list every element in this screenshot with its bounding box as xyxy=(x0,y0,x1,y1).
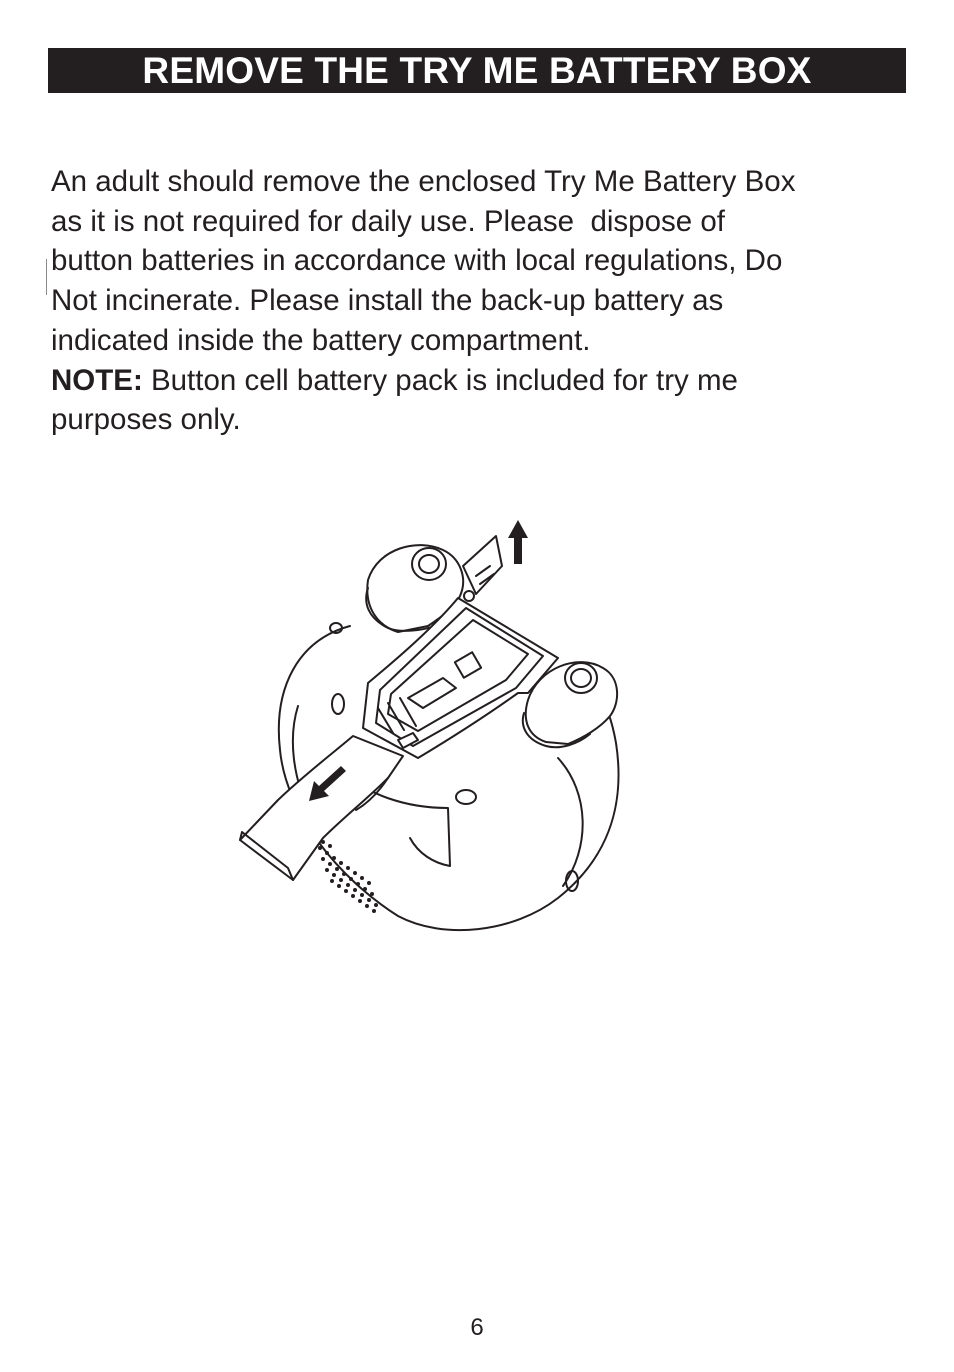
section-title-bar xyxy=(48,48,906,93)
paragraph-line: indicated inside the battery compartment. xyxy=(51,323,591,357)
note-text: Button cell battery pack is included for try me xyxy=(142,363,738,397)
clock-rim xyxy=(558,758,583,886)
section-title: REMOVE THE TRY ME BATTERY BOX xyxy=(142,50,812,91)
arrow-up-icon xyxy=(508,520,528,564)
note-paragraph xyxy=(51,361,911,440)
note-line-continued: purposes only. xyxy=(51,403,241,437)
note-line xyxy=(51,361,911,401)
margin-mark xyxy=(46,259,47,295)
instructions-paragraph xyxy=(51,162,911,361)
paragraph-line: Not incinerate. Please install the back-up battery as xyxy=(51,284,724,318)
note-label: NOTE: xyxy=(51,363,143,397)
screw-hole-left xyxy=(332,694,344,714)
battery-tab-top xyxy=(463,536,502,601)
paragraph-line: button batteries in accordance with local regulations, Do xyxy=(51,244,783,278)
screw-hole-right xyxy=(456,790,476,804)
page-number: 6 xyxy=(470,1314,484,1341)
paragraph-line: as it is not required for daily use. Please dispose of xyxy=(51,204,725,238)
alarm-clock-battery-removal-diagram xyxy=(228,508,638,938)
instructions-text xyxy=(51,162,911,440)
paragraph-line: An adult should remove the enclosed Try Me Battery Box xyxy=(51,165,796,198)
